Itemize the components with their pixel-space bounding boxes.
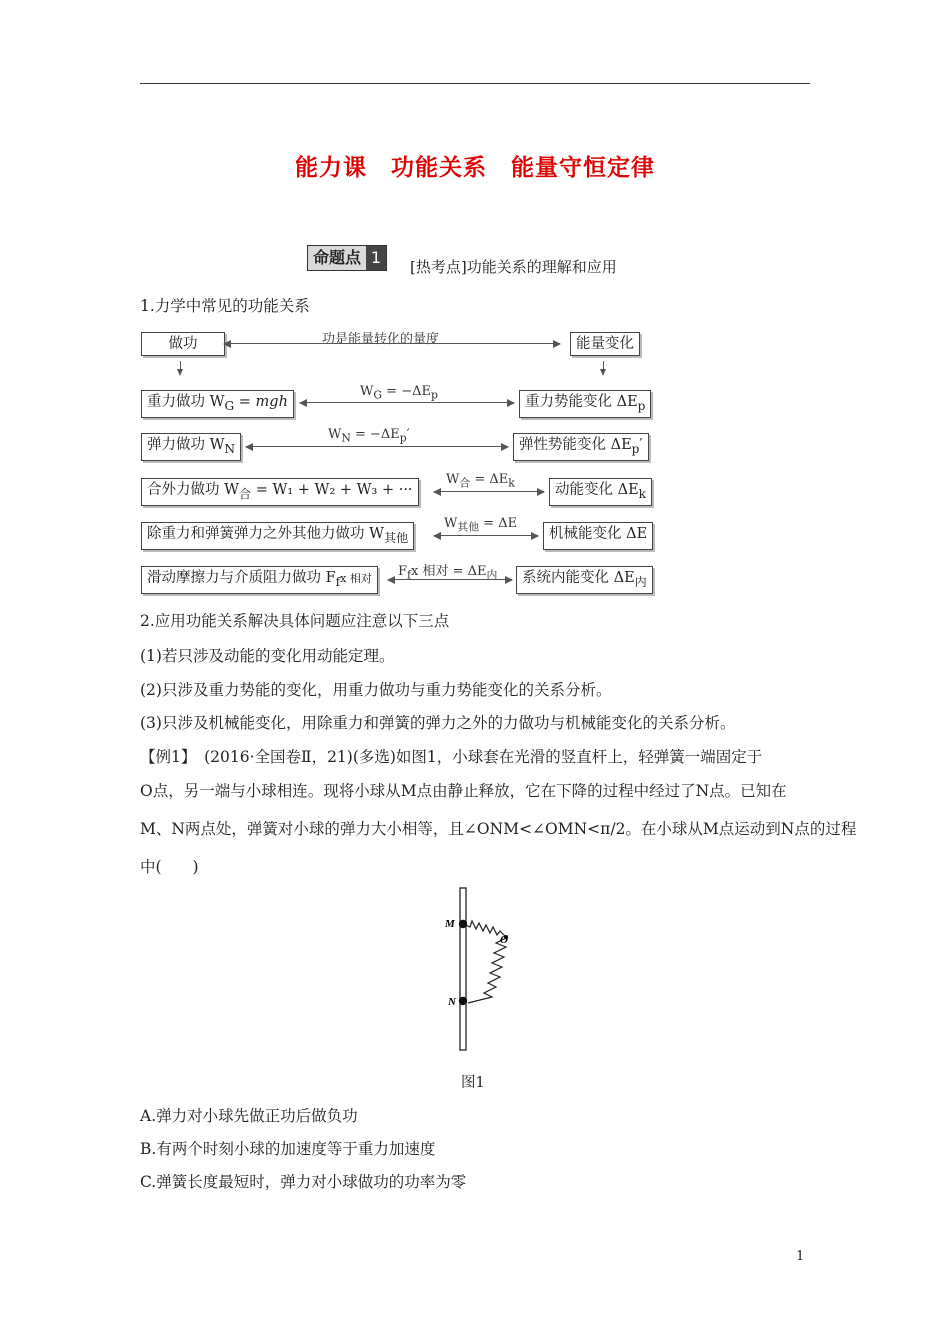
rel-tail: = ΔE (479, 516, 518, 531)
rel-sub2: p (430, 388, 438, 402)
rel-end: ′ (406, 427, 410, 442)
right-text: 重力势能变化 ΔE (525, 394, 638, 410)
point-3: (3)只涉及机械能变化，用除重力和弹簧的弹力之外的力做功与机械能变化的关系分析。 (140, 714, 736, 732)
left-text: 重力做功 W (147, 394, 225, 410)
down-arrow-right (603, 361, 604, 371)
left-sub: 其他 (384, 530, 409, 545)
box-friction-work (141, 566, 378, 594)
arrow-internal (388, 579, 512, 580)
point-2: (2)只涉及重力势能的变化，用重力做功与重力势能变化的关系分析。 (140, 681, 612, 699)
rel-text: W (328, 427, 342, 442)
arrow-elastic (246, 446, 508, 447)
box-net-work (141, 478, 419, 506)
relation-mechanical (444, 516, 517, 535)
badge-label: 命题点 (308, 246, 366, 270)
right-text: 机械能变化 ΔE (549, 526, 648, 542)
rel-text: F (398, 564, 408, 579)
box-elastic-pe (513, 433, 649, 461)
relation-kinetic (446, 472, 515, 491)
page-title: 能力课 功能关系 能量守恒定律 (295, 155, 655, 181)
option-c: C.弹簧长度最短时，弹力对小球做功的功率为零 (140, 1173, 467, 1191)
rel-sub2: k (508, 476, 515, 490)
left-text: 除重力和弹簧弹力之外其他力做功 W (147, 526, 385, 542)
point-1: (1)若只涉及动能的变化用动能定理。 (140, 647, 395, 665)
section1-heading: 1.力学中常见的功能关系 (140, 297, 310, 315)
label-O: O (500, 934, 508, 946)
down-arrow-left (180, 361, 181, 371)
box-kinetic-energy (549, 478, 652, 506)
figure-rod-spring (420, 885, 530, 1055)
box-internal-energy (516, 566, 653, 594)
rel-sub: N (341, 431, 351, 445)
rel-text: W (446, 472, 460, 487)
arrow-mechanical (434, 535, 538, 536)
rel-tail: = −ΔE (382, 384, 431, 399)
rel-sub: G (373, 388, 383, 402)
rel-text: W (444, 516, 458, 531)
box-other-work (141, 522, 414, 550)
rel-sub: 其他 (457, 520, 480, 534)
right-text: 系统内能变化 ΔE (522, 570, 635, 586)
label-N: N (448, 996, 456, 1008)
left-text: 滑动摩擦力与介质阻力做功 F (147, 570, 336, 586)
example-line-2: O点，另一端与小球相连。现将小球从M点由静止释放，它在下降的过程中经过了N点。已知在 (140, 782, 787, 800)
arrow-kinetic (434, 491, 544, 492)
left-tail: = mgh (234, 394, 288, 410)
right-sub: 内 (634, 574, 647, 589)
relation-gravity (360, 384, 438, 402)
left-sub: G (224, 398, 235, 413)
top-relation: 功是能量转化的量度 (322, 332, 440, 347)
vertical-rod (460, 888, 466, 1050)
rel-tail: = ΔE (470, 472, 509, 487)
right-text: 动能变化 ΔE (555, 482, 639, 498)
ball-M (459, 920, 467, 928)
right-text: 弹性势能变化 ΔE (519, 437, 632, 453)
right-tail: ′ (639, 437, 643, 453)
ball-N (459, 997, 467, 1005)
top-arrow (224, 343, 560, 344)
example-line-1: 【例1】 (2016·全国卷Ⅱ，21)(多选)如图1，小球套在光滑的竖直杆上，轻弹簧一端固定于 (140, 748, 763, 766)
left-tail: = W₁ + W₂ + W₃ + ··· (251, 482, 413, 498)
option-a: A.弹力对小球先做正功后做负功 (140, 1107, 358, 1125)
box-work: 做功 (141, 332, 225, 356)
left-text: 合外力做功 W (147, 482, 240, 498)
box-gravity-work (141, 390, 294, 418)
left-text: 弹力做功 W (147, 437, 225, 453)
rel-sub2: 内 (486, 568, 498, 582)
right-sub: k (638, 486, 646, 501)
rel-text: W (360, 384, 374, 399)
box-gravity-pe (519, 390, 651, 418)
figure-caption: 图1 (461, 1075, 485, 1091)
left-sub: N (224, 441, 236, 456)
box-elastic-work (141, 433, 241, 461)
left-sub: 合 (239, 486, 252, 501)
right-sub: p (631, 441, 640, 456)
example-line-3: M、N两点处，弹簧对小球的弹力大小相等，且∠ONM<∠OMN<π/2。在小球从M点运动到N点的过程 (140, 820, 857, 838)
rel-tail: x 相对 = ΔE (411, 564, 487, 579)
example-line-4: 中( ) (140, 858, 199, 876)
arrow-gravity (300, 402, 514, 403)
box-energy-change: 能量变化 (570, 332, 640, 356)
rel-sub2: p (399, 431, 407, 445)
rel-tail: = −ΔE (350, 427, 400, 442)
right-sub: p (637, 398, 646, 413)
left-sub: f (335, 574, 341, 589)
rel-sub: 合 (459, 476, 471, 490)
subheading: [热考点]功能关系的理解和应用 (410, 258, 617, 276)
section2-heading: 2.应用功能关系解决具体问题应注意以下三点 (140, 612, 450, 630)
page-number: 1 (796, 1249, 805, 1264)
badge-number: 1 (366, 246, 386, 270)
header-rule (140, 83, 810, 84)
spring-lower (468, 938, 506, 1003)
rel-sub: f (407, 568, 412, 582)
relation-elastic (328, 427, 410, 445)
box-mechanical-energy (543, 522, 653, 550)
option-b: B.有两个时刻小球的加速度等于重力加速度 (140, 1140, 436, 1158)
topic-badge (307, 245, 387, 271)
label-M: M (445, 918, 455, 930)
left-tail: x 相对 (340, 572, 372, 585)
